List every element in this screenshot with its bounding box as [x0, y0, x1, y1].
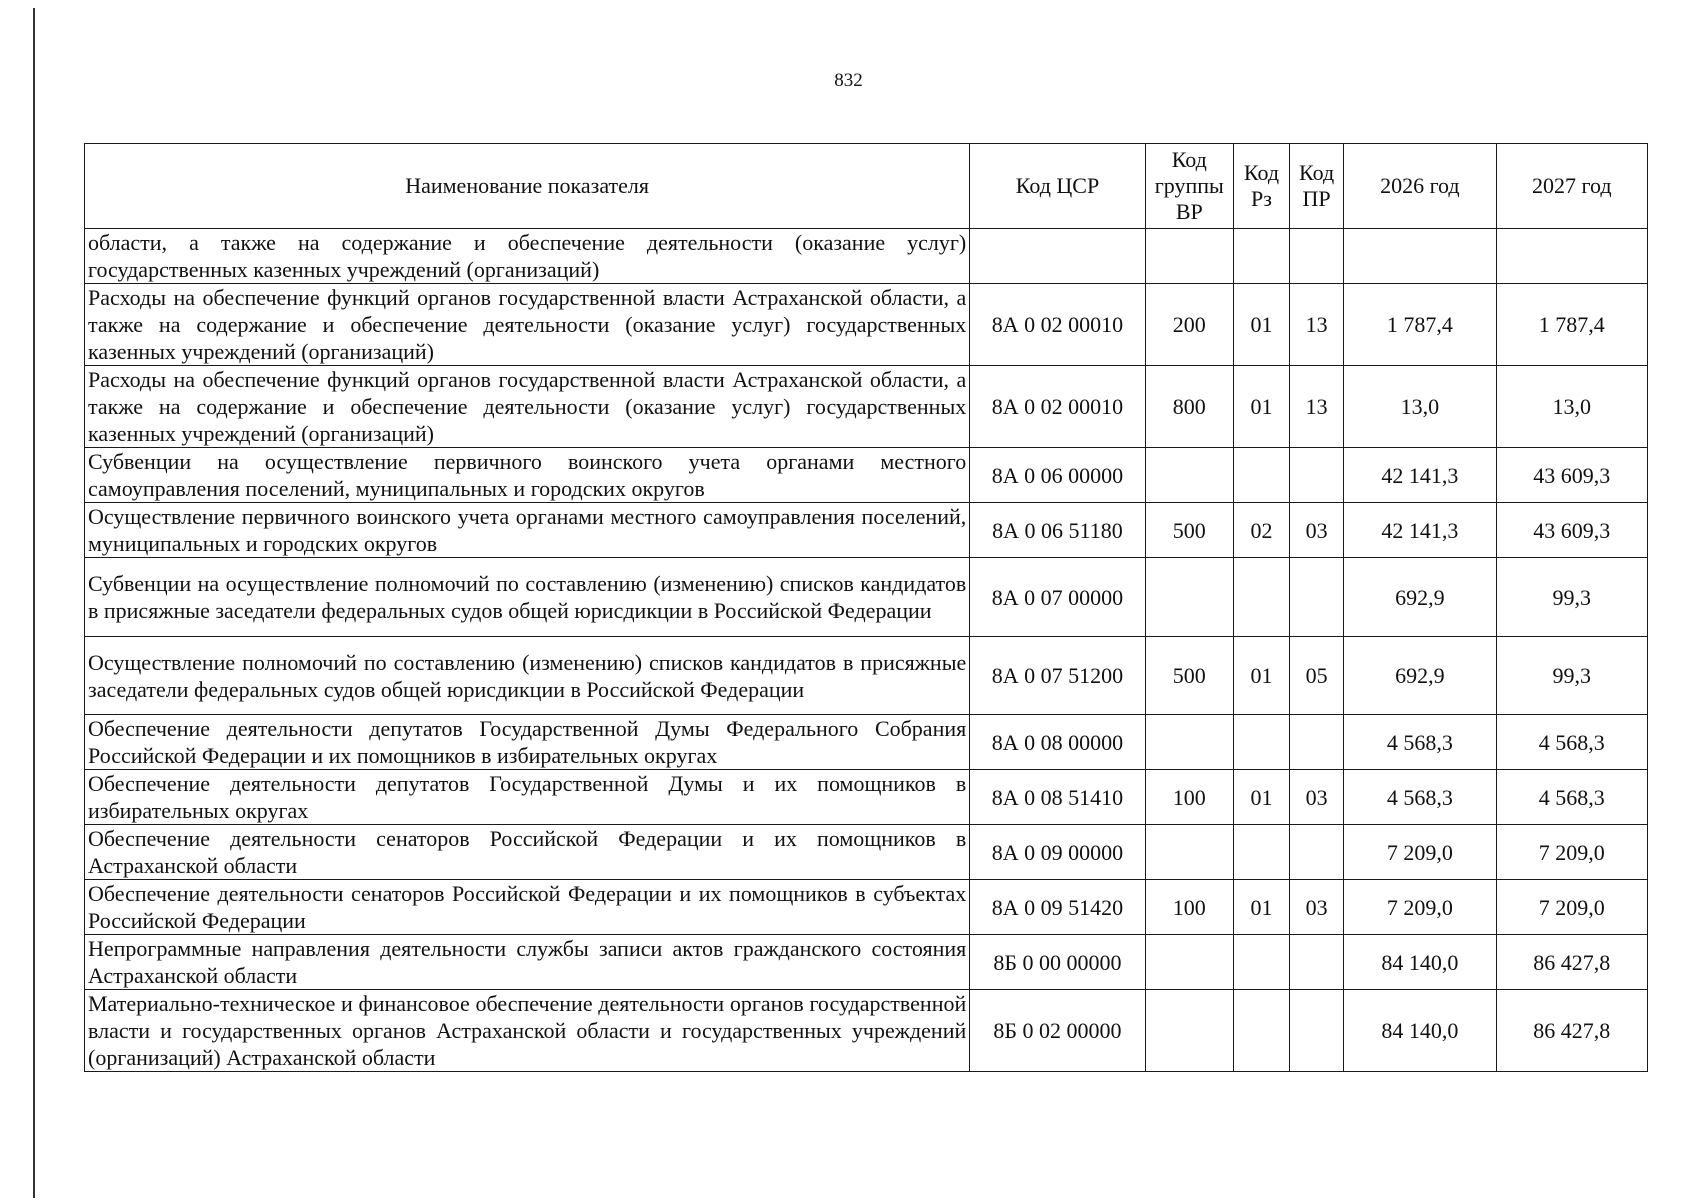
- cell-name: Материально-техническое и финансовое обеспечение деятельности органов государственной власти и государственных органов Астраханской области и государственных учреждений (организаций) Астраханской области: [85, 990, 970, 1072]
- cell-amount-2027: 7 209,0: [1496, 880, 1647, 935]
- table-row: [85, 503, 1648, 558]
- cell-pr-code: [1290, 229, 1344, 284]
- cell-name: Обеспечение деятельности депутатов Государственной Думы Федерального Собрания Российской Федерации и их помощников в избирательных округах: [85, 715, 970, 770]
- cell-csr-code: 8А 0 07 51200: [970, 637, 1145, 715]
- cell-pr-code: 05: [1290, 637, 1344, 715]
- cell-rz-code: 01: [1233, 637, 1289, 715]
- cell-name: Субвенции на осуществление первичного воинского учета органами местного самоуправления поселений, муниципальных и городских округов: [85, 448, 970, 503]
- cell-vr-code: [1145, 558, 1233, 637]
- cell-vr-code: [1145, 448, 1233, 503]
- table-row: [85, 770, 1648, 825]
- cell-vr-code: [1145, 229, 1233, 284]
- cell-vr-code: [1145, 715, 1233, 770]
- cell-rz-code: 01: [1233, 284, 1289, 366]
- header-row: [85, 144, 1648, 229]
- table-row: [85, 448, 1648, 503]
- cell-amount-2027: 86 427,8: [1496, 935, 1647, 990]
- cell-amount-2027: 13,0: [1496, 366, 1647, 448]
- cell-vr-code: 500: [1145, 637, 1233, 715]
- cell-amount-2026: 42 141,3: [1344, 448, 1496, 503]
- cell-csr-code: 8А 0 09 00000: [970, 825, 1145, 880]
- cell-vr-code: 800: [1145, 366, 1233, 448]
- cell-amount-2026: 7 209,0: [1344, 825, 1496, 880]
- cell-name: области, а также на содержание и обеспечение деятельности (оказание услуг) государственных казенных учреждений (организаций): [85, 229, 970, 284]
- cell-rz-code: 01: [1233, 880, 1289, 935]
- cell-amount-2026: 84 140,0: [1344, 935, 1496, 990]
- cell-name: Субвенции на осуществление полномочий по составлению (изменению) списков кандидатов в присяжные заседатели федеральных судов общей юрисдикции в Российской Федерации: [85, 558, 970, 637]
- cell-csr-code: 8А 0 09 51420: [970, 880, 1145, 935]
- cell-vr-code: 100: [1145, 880, 1233, 935]
- cell-pr-code: 13: [1290, 366, 1344, 448]
- table-row: [85, 229, 1648, 284]
- cell-pr-code: 03: [1290, 770, 1344, 825]
- cell-rz-code: 01: [1233, 366, 1289, 448]
- cell-csr-code: 8А 0 06 00000: [970, 448, 1145, 503]
- cell-name: Обеспечение деятельности депутатов Государственной Думы и их помощников в избирательных округах: [85, 770, 970, 825]
- table-row: [85, 935, 1648, 990]
- cell-amount-2026: 692,9: [1344, 558, 1496, 637]
- cell-name: Расходы на обеспечение функций органов государственной власти Астраханской области, а также на содержание и обеспечение деятельности (оказание услуг) государственных казенных учреждений (организаций): [85, 366, 970, 448]
- cell-csr-code: 8Б 0 00 00000: [970, 935, 1145, 990]
- cell-rz-code: 02: [1233, 503, 1289, 558]
- cell-csr-code: 8А 0 02 00010: [970, 366, 1145, 448]
- cell-csr-code: 8Б 0 02 00000: [970, 990, 1145, 1072]
- page-number: 832: [834, 70, 863, 91]
- table-body: [85, 229, 1648, 1072]
- cell-amount-2026: [1344, 229, 1496, 284]
- table-row: [85, 715, 1648, 770]
- cell-amount-2027: 4 568,3: [1496, 770, 1647, 825]
- cell-amount-2027: 43 609,3: [1496, 448, 1647, 503]
- cell-vr-code: [1145, 935, 1233, 990]
- table-row: [85, 990, 1648, 1072]
- cell-amount-2027: 43 609,3: [1496, 503, 1647, 558]
- table-row: [85, 284, 1648, 366]
- cell-name: Непрограммные направления деятельности службы записи актов гражданского состояния Астраханской области: [85, 935, 970, 990]
- cell-name: Осуществление первичного воинского учета органами местного самоуправления поселений, муниципальных и городских округов: [85, 503, 970, 558]
- cell-vr-code: [1145, 990, 1233, 1072]
- cell-rz-code: [1233, 935, 1289, 990]
- header-rz-code: Код Рз: [1233, 144, 1289, 229]
- cell-csr-code: 8А 0 02 00010: [970, 284, 1145, 366]
- cell-amount-2026: 692,9: [1344, 637, 1496, 715]
- cell-pr-code: [1290, 825, 1344, 880]
- cell-amount-2026: 7 209,0: [1344, 880, 1496, 935]
- table-row: [85, 558, 1648, 637]
- cell-pr-code: [1290, 935, 1344, 990]
- cell-amount-2027: 99,3: [1496, 637, 1647, 715]
- cell-amount-2026: 4 568,3: [1344, 770, 1496, 825]
- cell-name: Осуществление полномочий по составлению (изменению) списков кандидатов в присяжные заседатели федеральных судов общей юрисдикции в Российской Федерации: [85, 637, 970, 715]
- cell-amount-2026: 84 140,0: [1344, 990, 1496, 1072]
- cell-csr-code: 8А 0 08 00000: [970, 715, 1145, 770]
- header-pr-code: Код ПР: [1290, 144, 1344, 229]
- cell-name: Расходы на обеспечение функций органов государственной власти Астраханской области, а также на содержание и обеспечение деятельности (оказание услуг) государственных казенных учреждений (организаций): [85, 284, 970, 366]
- cell-amount-2026: 1 787,4: [1344, 284, 1496, 366]
- cell-amount-2027: 99,3: [1496, 558, 1647, 637]
- cell-rz-code: [1233, 448, 1289, 503]
- cell-pr-code: 03: [1290, 503, 1344, 558]
- table-row: [85, 825, 1648, 880]
- cell-rz-code: 01: [1233, 770, 1289, 825]
- cell-pr-code: [1290, 990, 1344, 1072]
- table-row: [85, 366, 1648, 448]
- cell-amount-2026: 4 568,3: [1344, 715, 1496, 770]
- cell-pr-code: [1290, 558, 1344, 637]
- cell-amount-2027: [1496, 229, 1647, 284]
- cell-vr-code: 500: [1145, 503, 1233, 558]
- cell-vr-code: 100: [1145, 770, 1233, 825]
- cell-amount-2026: 42 141,3: [1344, 503, 1496, 558]
- cell-pr-code: [1290, 715, 1344, 770]
- cell-amount-2027: 1 787,4: [1496, 284, 1647, 366]
- header-year-2026: 2026 год: [1344, 144, 1496, 229]
- table-header: [85, 144, 1648, 229]
- cell-rz-code: [1233, 825, 1289, 880]
- cell-amount-2027: 4 568,3: [1496, 715, 1647, 770]
- header-vr-code: Код группы ВР: [1145, 144, 1233, 229]
- table-row: [85, 637, 1648, 715]
- cell-rz-code: [1233, 558, 1289, 637]
- table-row: [85, 880, 1648, 935]
- cell-pr-code: 03: [1290, 880, 1344, 935]
- cell-rz-code: [1233, 229, 1289, 284]
- cell-name: Обеспечение деятельности сенаторов Российской Федерации и их помощников в Астраханской области: [85, 825, 970, 880]
- cell-vr-code: 200: [1145, 284, 1233, 366]
- cell-pr-code: 13: [1290, 284, 1344, 366]
- cell-csr-code: 8А 0 08 51410: [970, 770, 1145, 825]
- cell-rz-code: [1233, 715, 1289, 770]
- cell-rz-code: [1233, 990, 1289, 1072]
- header-name: Наименование показателя: [85, 144, 970, 229]
- cell-csr-code: 8А 0 07 00000: [970, 558, 1145, 637]
- cell-vr-code: [1145, 825, 1233, 880]
- cell-csr-code: [970, 229, 1145, 284]
- cell-amount-2027: 86 427,8: [1496, 990, 1647, 1072]
- cell-csr-code: 8А 0 06 51180: [970, 503, 1145, 558]
- cell-amount-2027: 7 209,0: [1496, 825, 1647, 880]
- cell-name: Обеспечение деятельности сенаторов Российской Федерации и их помощников в субъектах Российской Федерации: [85, 880, 970, 935]
- left-margin-rule: [33, 8, 35, 1198]
- cell-amount-2026: 13,0: [1344, 366, 1496, 448]
- budget-table: [84, 143, 1648, 1072]
- header-year-2027: 2027 год: [1496, 144, 1647, 229]
- header-csr-code: Код ЦСР: [970, 144, 1145, 229]
- cell-pr-code: [1290, 448, 1344, 503]
